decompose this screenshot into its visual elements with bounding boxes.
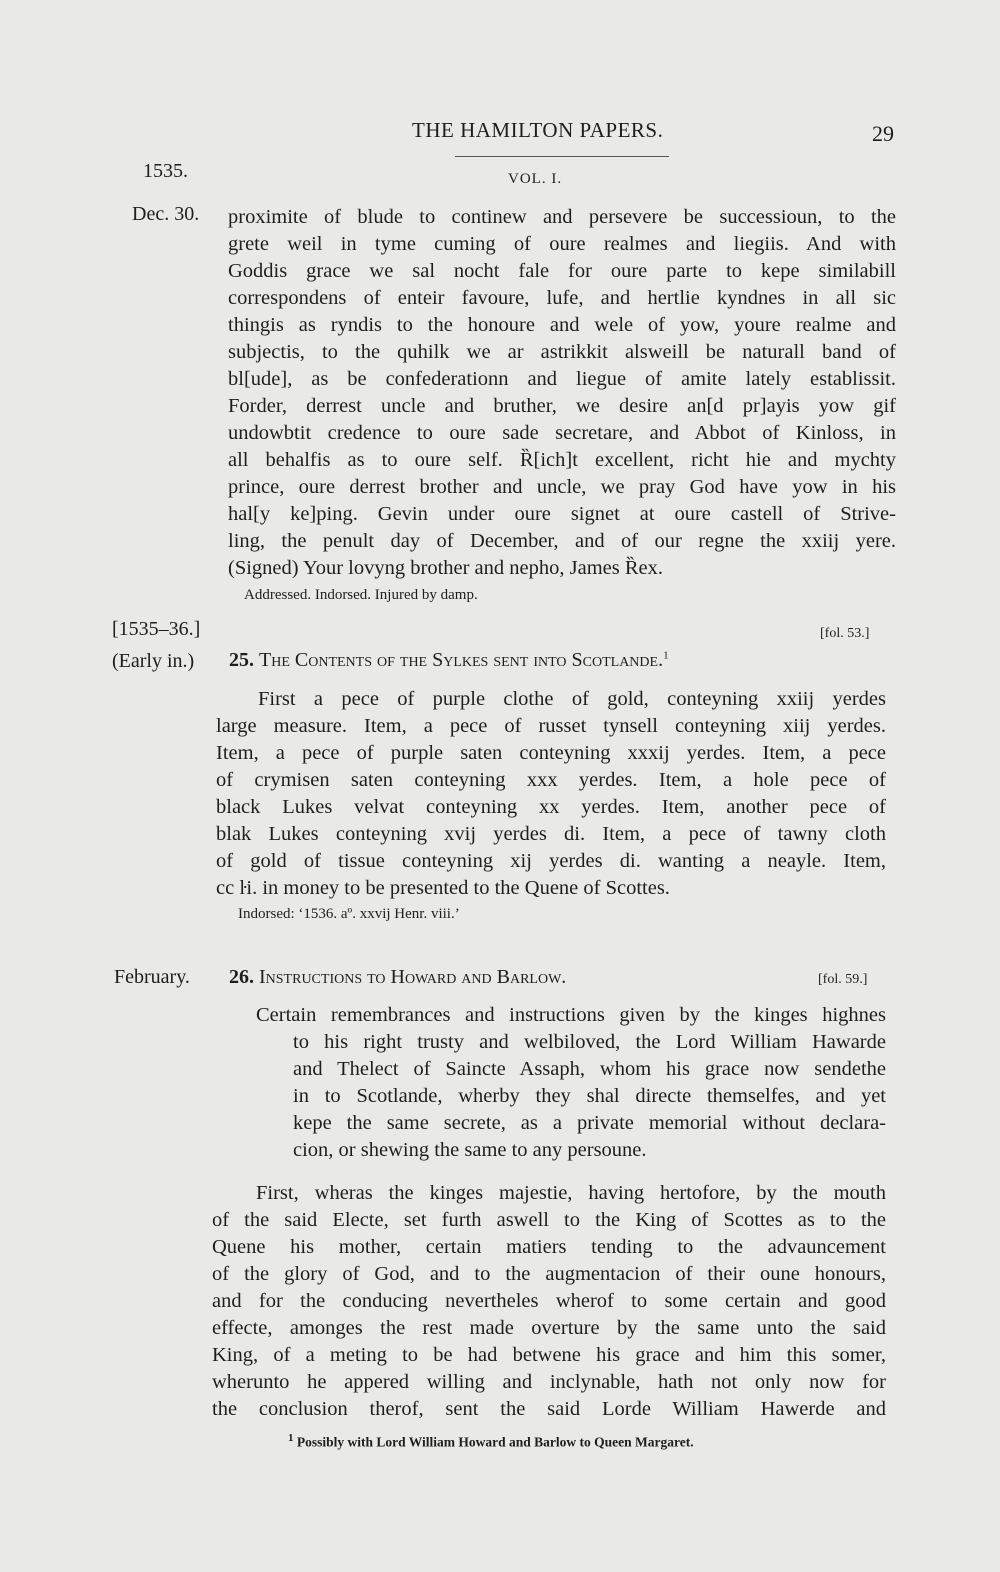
- text-line: blak Lukes conteyning xvij yerdes di. Item, a pece of tawny cloth: [216, 823, 886, 845]
- entry-25-indorsed: Indorsed: ‘1536. aº. xxvij Henr. viii.’: [238, 906, 460, 922]
- text-line: of crymisen saten conteyning xxx yerdes. Item, a hole pece of: [216, 769, 886, 791]
- text-line: hal[y ke]ping. Gevin under oure signet at oure castell of Strive-: [228, 503, 896, 525]
- volume-label: VOL. I.: [508, 171, 563, 187]
- text-line: and for the conducing nevertheles wherof to some certain and good: [212, 1290, 886, 1312]
- text-line: thingis as ryndis to the honoure and wele of yow, youre realme and: [228, 314, 896, 336]
- year-label: 1535.: [143, 160, 188, 182]
- text-line: subjectis, to the quhilk we ar astrikkit alsweill be naturall band of: [228, 341, 896, 363]
- text-line: wherunto he appered willing and inclynable, hath not only now for: [212, 1371, 886, 1393]
- text-line: of the said Electe, set furth aswell to the King of Scottes as to the: [212, 1209, 886, 1231]
- text-line: grete weil in tyme cuming of oure realmes and liegiis. And with: [228, 233, 896, 255]
- entry-25-number: 25.: [229, 649, 254, 671]
- entry-26-heading: [229, 966, 566, 989]
- text-line: King, of a meting to be had betwene his grace and him this somer,: [212, 1344, 886, 1366]
- page-number: 29: [872, 121, 894, 146]
- header-rule: [455, 156, 669, 157]
- text-line: cion, or shewing the same to any persoune.: [293, 1139, 647, 1161]
- text-line: prince, oure derrest brother and uncle, we pray God have yow in his: [228, 476, 896, 498]
- text-line: the conclusion therof, sent the said Lorde William Hawerde and: [212, 1398, 886, 1420]
- text-line: of the glory of God, and to the augmentacion of their oune honours,: [212, 1263, 886, 1285]
- text-line: First, wheras the kinges majestie, having hertofore, by the mouth: [256, 1182, 886, 1204]
- text-line: cc ŀi. in money to be presented to the Quene of Scottes.: [216, 877, 670, 899]
- text-line: kepe the same secrete, as a private memorial without declara-: [293, 1112, 886, 1134]
- footnote-text: Possibly with Lord William Howard and Barlow to Queen Margaret.: [296, 1434, 694, 1450]
- text-line: proximite of blude to continew and persevere be successioun, to the: [228, 206, 896, 228]
- text-line: correspondens of enteir favoure, lufe, and hertlie kyndnes in all sic: [228, 287, 896, 309]
- text-line: Forder, derrest uncle and bruther, we desire an[d pr]ayis yow gif: [228, 395, 896, 417]
- entry-26-title: Instructions to Howard and Barlow.: [259, 966, 567, 988]
- text-line: black Lukes velvat conteyning xx yerdes. Item, another pece of: [216, 796, 886, 818]
- letter-note: Addressed. Indorsed. Injured by damp.: [244, 587, 478, 603]
- text-line: First a pece of purple clothe of gold, conteyning xxiij yerdes: [258, 688, 886, 710]
- entry-26-date: February.: [114, 966, 190, 988]
- footnote: [288, 1432, 694, 1451]
- text-line: of gold of tissue conteyning xij yerdes di. wanting a neayle. Item,: [216, 850, 886, 872]
- text-line: undowbtit credence to oure sade secretare, and Abbot of Kinloss, in: [228, 422, 896, 444]
- text-line: Goddis grace we sal nocht fale for oure parte to kepe similabill: [228, 260, 896, 282]
- entry-26-number: 26.: [229, 966, 254, 988]
- entry-25-date-period: (Early in.): [112, 650, 195, 672]
- text-line: Item, a pece of purple saten conteyning xxxij yerdes. Item, a pece: [216, 742, 886, 764]
- entry-25-title: The Contents of the Sylkes sent into Scotlande.: [259, 649, 664, 671]
- text-line: Quene his mother, certain matiers tending to the advauncement: [212, 1236, 886, 1258]
- text-line: all behalfis as to oure self. Ȑ[ich]t excellent, richt hie and mychty: [228, 449, 896, 471]
- running-title: THE HAMILTON PAPERS.: [412, 118, 664, 142]
- entry-26-folio: [fol. 59.]: [818, 972, 868, 987]
- entry-25-heading: [229, 649, 669, 672]
- text-line: (Signed) Your lovyng brother and nepho, James Ȑex.: [228, 557, 664, 579]
- text-line: effecte, amonges the rest made overture by the same unto the said: [212, 1317, 886, 1339]
- text-line: ling, the penult day of December, and of our regne the xxiij yere.: [228, 530, 896, 552]
- entry-25-date-year: [1535–36.]: [112, 618, 201, 640]
- text-line: in to Scotlande, wherby they shal directe themselfes, and yet: [293, 1085, 886, 1107]
- text-line: to his right trusty and welbiloved, the Lord William Hawarde: [293, 1031, 886, 1053]
- footnote-ref: 1: [663, 649, 669, 662]
- text-line: bl[ude], as be confederationn and liegue of amite lately establissit.: [228, 368, 896, 390]
- text-line: large measure. Item, a pece of russet tynsell conteyning xiij yerdes.: [216, 715, 886, 737]
- text-line: and Thelect of Saincte Assaph, whom his grace now sendethe: [293, 1058, 886, 1080]
- entry-25-folio: [fol. 53.]: [820, 626, 870, 641]
- letter-date: Dec. 30.: [132, 203, 200, 225]
- text-line: Certain remembrances and instructions given by the kinges highnes: [256, 1004, 886, 1026]
- footnote-mark: 1: [288, 1432, 294, 1444]
